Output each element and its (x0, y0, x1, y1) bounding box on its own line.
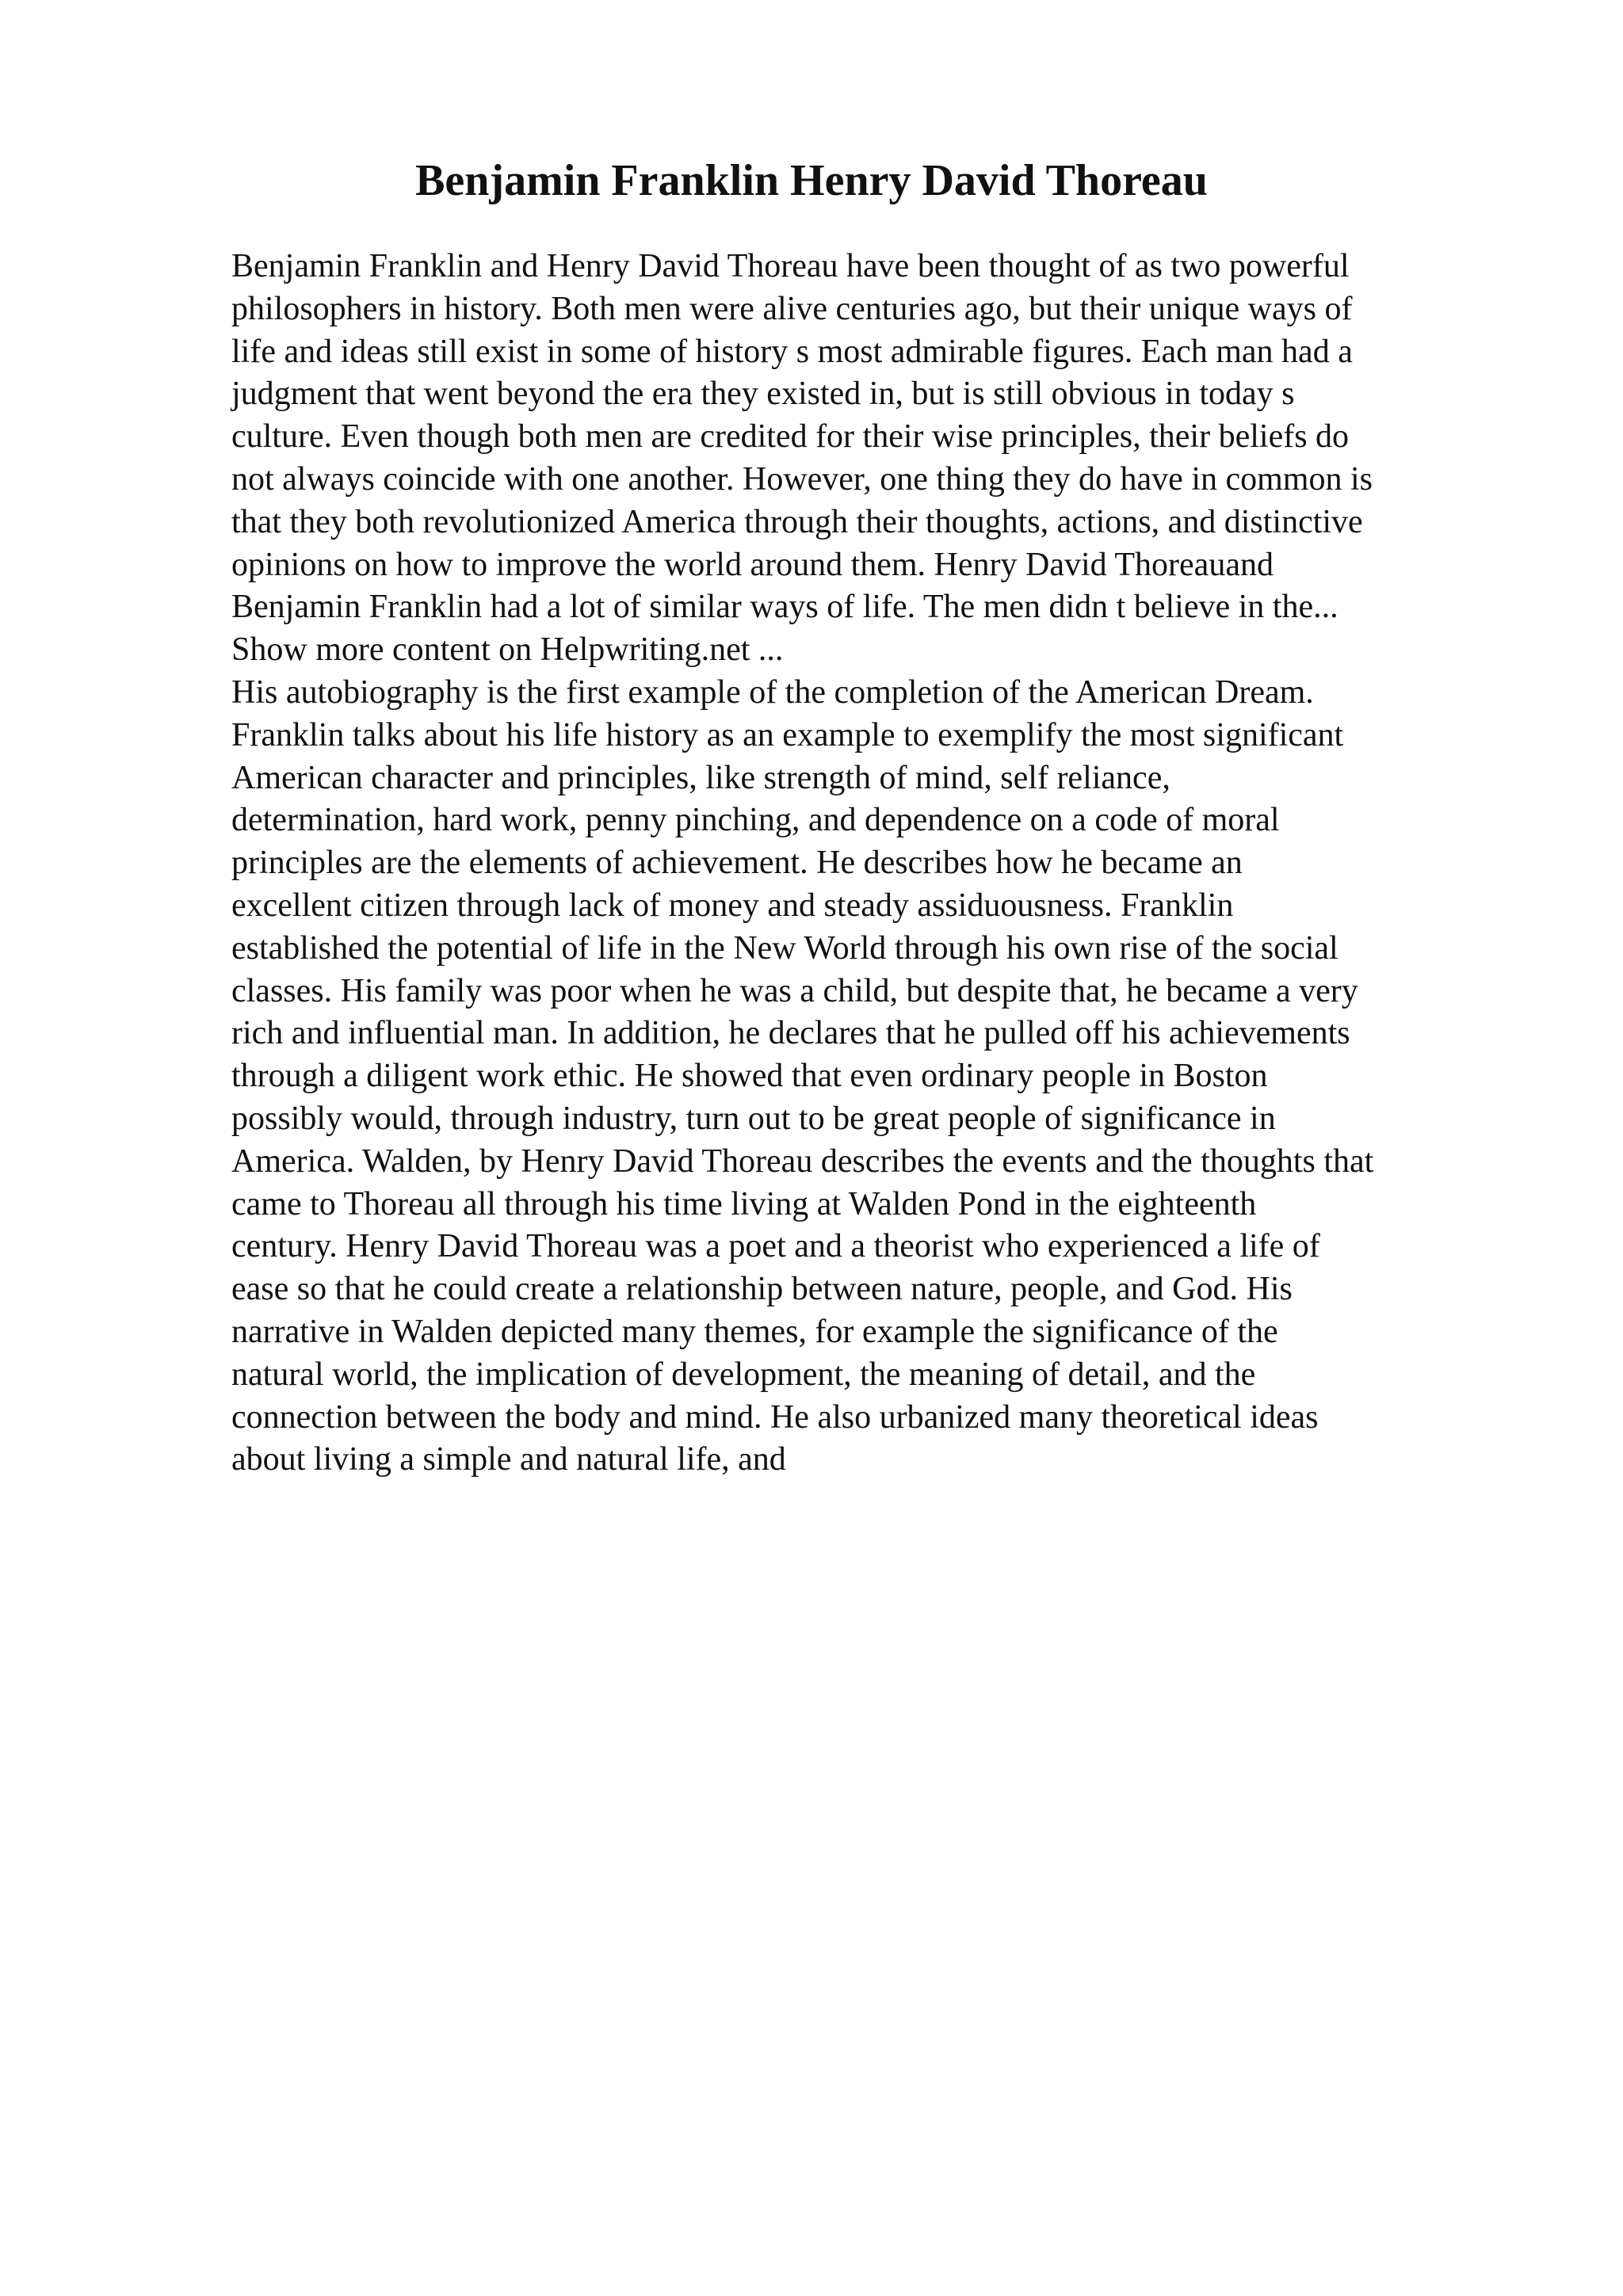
text-line: not always coincide with one another. However, one thing they do have in common is (231, 460, 1373, 498)
text-line: came to Thoreau all through his time living at Walden Pond in the eighteenth (231, 1185, 1257, 1222)
text-line: ease so that he could create a relationship between nature, people, and God. His (231, 1271, 1293, 1308)
text-line: philosophers in history. Both men were alive centuries ago, but their unique ways of (231, 290, 1353, 327)
text-line: judgment that went beyond the era they existed in, but is still obvious in today s (231, 376, 1295, 413)
text-line: century. Henry David Thoreau was a poet and a theorist who experienced a life of (231, 1228, 1320, 1265)
text-line: that they both revolutionized America through their thoughts, actions, and distinctive (231, 503, 1363, 540)
text-line: principles are the elements of achievement. He describes how he became an (231, 845, 1243, 882)
text-line: excellent citizen through lack of money and steady assiduousness. Franklin (231, 887, 1234, 924)
essay-body (231, 246, 1515, 1482)
text-line: His autobiography is the first example of the completion of the American Dream. (231, 673, 1314, 711)
text-line: possibly would, through industry, turn out to be great people of significance in (231, 1100, 1276, 1137)
text-line: life and ideas still exist in some of history s most admirable figures. Each man had a (231, 333, 1353, 370)
text-line: natural world, the implication of development, the meaning of detail, and the (231, 1356, 1256, 1393)
text-line: about living a simple and natural life, and (231, 1441, 786, 1478)
text-line: opinions on how to improve the world around them. Henry David Thoreauand (231, 546, 1274, 583)
text-line: rich and influential man. In addition, he declares that he pulled off his achievements (231, 1015, 1350, 1052)
text-line: classes. His family was poor when he was a child, but despite that, he became a very (231, 972, 1358, 1009)
text-line: connection between the body and mind. He also urbanized many theoretical ideas (231, 1398, 1319, 1436)
text-line: through a diligent work ethic. He showed that even ordinary people in Boston (231, 1058, 1268, 1095)
text-line: determination, hard work, penny pinching, and dependence on a code of moral (231, 802, 1280, 839)
show-more-line: Show more content on Helpwriting.net ... (231, 631, 784, 669)
text-line: established the potential of life in the New World through his own rise of the social (231, 929, 1338, 967)
text-line: culture. Even though both men are credited for their wise principles, their beliefs do (231, 418, 1350, 456)
text-line: Benjamin Franklin had a lot of similar ways of life. The men didn t believe in the... (231, 589, 1338, 626)
text-line: Franklin talks about his life history as an example to exemplify the most significant (231, 716, 1344, 753)
page-title: Benjamin Franklin Henry David Thoreau (415, 156, 1208, 205)
text-line: narrative in Walden depicted many themes, for example the significance of the (231, 1313, 1278, 1350)
text-line: Benjamin Franklin and Henry David Thoreau have been thought of as two powerful (231, 248, 1350, 284)
text-line: America. Walden, by Henry David Thoreau describes the events and the thoughts that (231, 1142, 1374, 1180)
text-line: American character and principles, like strength of mind, self reliance, (231, 759, 1170, 796)
